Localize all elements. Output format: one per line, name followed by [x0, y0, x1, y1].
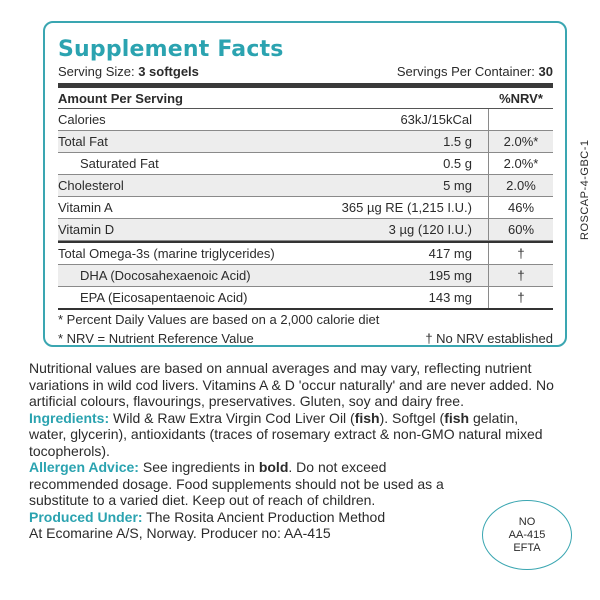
table-row [58, 175, 553, 197]
nutrient-amount: 0.5 g [443, 156, 472, 171]
table-row [58, 197, 553, 219]
product-code: ROSCAP-4-GBC-1 [579, 139, 591, 240]
table-header [58, 88, 553, 109]
produced-label: Produced Under: [29, 508, 143, 525]
nutrient-name: EPA (Eicosapentaenoic Acid) [80, 290, 248, 305]
nutrient-name: Total Fat [58, 134, 108, 149]
nrv-header: %NRV* [499, 90, 543, 106]
footnote-daily-values: * Percent Daily Values are based on a 2,000 calorie diet [58, 308, 553, 329]
nutrient-name: Calories [58, 112, 106, 127]
supplement-facts-panel [43, 21, 567, 347]
table-row [58, 109, 553, 131]
nutrient-name: Saturated Fat [80, 156, 159, 171]
nutrient-amount: 63kJ/15kCal [400, 112, 472, 127]
table-row [58, 241, 553, 265]
ingredients-label: Ingredients: [29, 409, 110, 426]
nutrition-note: Nutritional values are based on annual averages and may vary, reflecting nutrient variations in wild cod livers. Vitamins A & D 'occur naturally' and are never added. No artificial colours, flavourings, preservatives. Gluten, soy and dairy free. [29, 360, 554, 409]
nutrient-name: Cholesterol [58, 178, 124, 193]
table-row [58, 131, 553, 153]
ingredients: Ingredients: Wild & Raw Extra Virgin Cod Liver Oil (fish). Softgel (fish gelatin, water, glycerin), antioxidants (traces of rosemary extract & non-GMO natural mixed tocopherols). [29, 409, 543, 459]
allergen-label: Allergen Advice: [29, 459, 139, 475]
nutrient-amount: 417 mg [428, 246, 472, 261]
nutrient-amount: 143 mg [428, 290, 472, 305]
produced-under: Produced Under: The Rosita Ancient Production Method [29, 508, 386, 525]
table-row [58, 287, 553, 308]
servings-per-container: Servings Per Container: 30 [396, 64, 553, 79]
table-row [58, 153, 553, 175]
table-row [58, 219, 553, 241]
serving-size: Serving Size: 3 softgels [58, 64, 199, 79]
allergen-advice: Allergen Advice: See ingredients in bold. Do not exceed recommended dosage. Food supplements should not be used as a substitute to a varied diet. Keep out of reach of children. [29, 459, 444, 508]
nutrient-nrv: † [488, 287, 553, 308]
nutrient-nrv: 60% [488, 219, 553, 240]
nutrient-nrv: † [488, 265, 553, 286]
nutrient-nrv: 2.0%* [488, 131, 553, 152]
nutrient-nrv: 2.0%* [488, 153, 553, 174]
nutrient-amount: 5 mg [443, 178, 472, 193]
nutrient-name: Total Omega-3s (marine triglycerides) [58, 246, 275, 261]
nutrient-nrv: 46% [488, 197, 553, 218]
serving-line [58, 63, 553, 88]
nutrient-amount: 1.5 g [443, 134, 472, 149]
nutrient-name: Vitamin D [58, 222, 115, 237]
producer-address: At Ecomarine A/S, Norway. Producer no: AA-415 [29, 525, 331, 541]
nutrient-nrv [488, 109, 553, 130]
nutrient-nrv: † [488, 243, 553, 264]
nutrient-amount: 195 mg [428, 268, 472, 283]
nutrient-name: DHA (Docosahexaenoic Acid) [80, 268, 251, 283]
amount-header: Amount Per Serving [58, 90, 183, 106]
facts-title: Supplement Facts [58, 37, 284, 62]
nutrient-name: Vitamin A [58, 200, 113, 215]
nutrient-amount: 3 µg (120 I.U.) [388, 222, 472, 237]
footnote-nrv: * NRV = Nutrient Reference Value † No NRV established [58, 331, 553, 346]
product-information [29, 360, 559, 542]
nutrient-nrv: 2.0% [488, 175, 553, 196]
efta-approval-stamp: NO AA-415 EFTA [482, 500, 572, 570]
footnote-no-nrv: † No NRV established [425, 331, 553, 346]
nutrient-amount: 365 µg RE (1,215 I.U.) [341, 200, 472, 215]
table-row [58, 265, 553, 287]
